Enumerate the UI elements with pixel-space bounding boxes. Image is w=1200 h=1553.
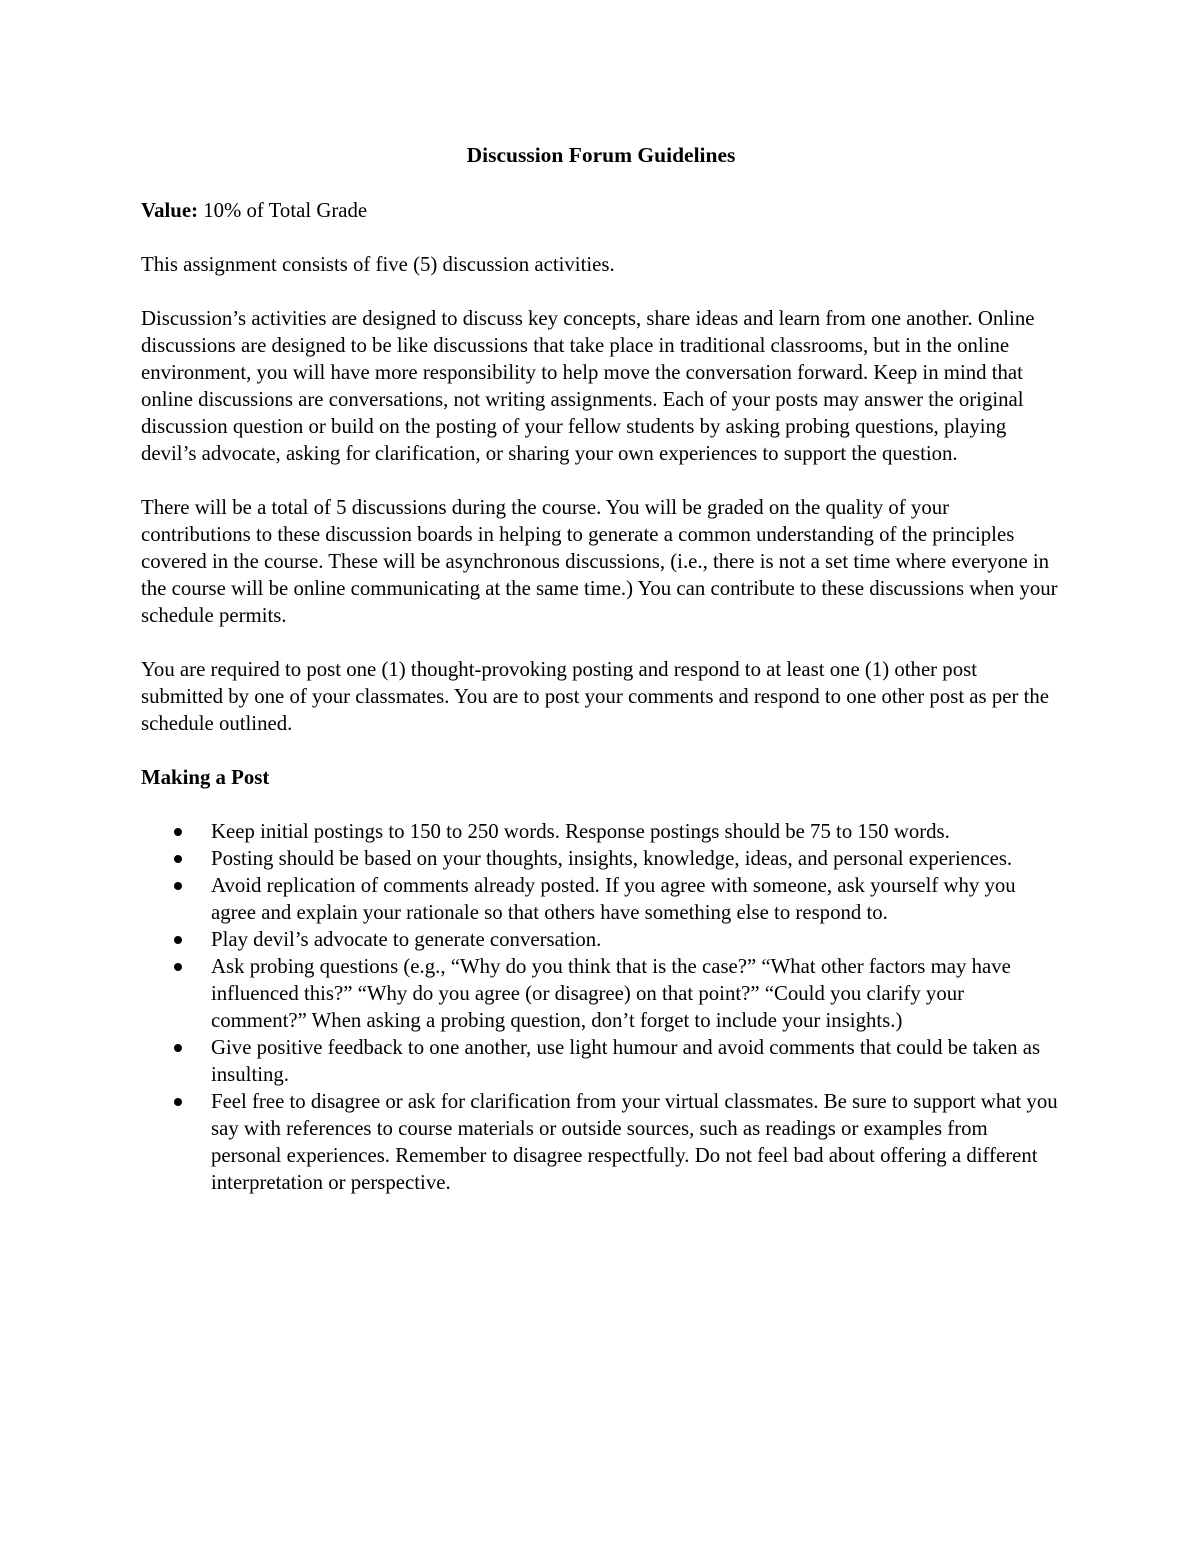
list-item-text: Posting should be based on your thoughts, insights, knowledge, ideas, and personal experiences.	[211, 847, 1013, 870]
list-item-text: Keep initial postings to 150 to 250 words. Response postings should be 75 to 150 words.	[211, 820, 950, 843]
body-paragraph-grading: There will be a total of 5 discussions during the course. You will be graded on the quality of your contributions to these discussion boards in helping to generate a common understanding of the principles covered in the course. These will be asynchronous discussions, (i.e., there is not a set time where everyone in the course will be online communicating at the same time.) You can contribute to these discussions when your schedule permits.	[141, 496, 1058, 627]
list-item	[141, 953, 1061, 1034]
list-item	[141, 818, 1061, 845]
guidelines-bullet-list	[141, 818, 1061, 1196]
value-text: 10% of Total Grade	[198, 199, 368, 222]
body-paragraph-requirements: You are required to post one (1) thought-provoking posting and respond to at least one (1) other post submitted by one of your classmates. You are to post your comments and respond to one other post as per the schedule outlined.	[141, 658, 1049, 735]
list-item-text: Ask probing questions (e.g., “Why do you think that is the case?” “What other factors may have influenced this?” “Why do you agree (or disagree) on that point?” “Could you clarify your comment?” When asking a probing question, don’t forget to include your insights.)	[211, 955, 1011, 1032]
list-item	[141, 1034, 1061, 1088]
document-content	[141, 142, 1061, 1196]
bullet-icon	[174, 855, 182, 863]
bullet-icon	[174, 963, 182, 971]
list-item	[141, 845, 1061, 872]
list-item-text: Play devil’s advocate to generate conversation.	[211, 928, 602, 951]
list-item-text: Feel free to disagree or ask for clarification from your virtual classmates. Be sure to support what you say with references to course materials or outside sources, such as readings or examples from personal experiences. Remember to disagree respectfully. Do not feel bad about offering a different interpretation or perspective.	[211, 1090, 1058, 1194]
grade-value-line	[141, 197, 1061, 224]
intro-paragraph: This assignment consists of five (5) discussion activities.	[141, 253, 615, 276]
value-label: Value:	[141, 199, 199, 222]
list-item	[141, 872, 1061, 926]
list-item-text: Avoid replication of comments already posted. If you agree with someone, ask yourself why you agree and explain your rationale so that others have something else to respond to.	[211, 874, 1016, 924]
body-paragraph-activities: Discussion’s activities are designed to discuss key concepts, share ideas and learn from one another. Online discussions are designed to be like discussions that take place in traditional classrooms, but in the online environment, you will have more responsibility to help move the conversation forward. Keep in mind that online discussions are conversations, not writing assignments. Each of your posts may answer the original discussion question or build on the posting of your fellow students by asking probing questions, playing devil’s advocate, asking for clarification, or sharing your own experiences to support the question.	[141, 307, 1035, 465]
list-item	[141, 1088, 1061, 1196]
bullet-icon	[174, 936, 182, 944]
list-item	[141, 926, 1061, 953]
bullet-icon	[174, 828, 182, 836]
document-title: Discussion Forum Guidelines	[466, 143, 736, 167]
section-heading-making-a-post: Making a Post	[141, 766, 270, 789]
bullet-icon	[174, 882, 182, 890]
bullet-icon	[174, 1098, 182, 1106]
bullet-icon	[174, 1044, 182, 1052]
list-item-text: Give positive feedback to one another, use light humour and avoid comments that could be taken as insulting.	[211, 1036, 1041, 1086]
